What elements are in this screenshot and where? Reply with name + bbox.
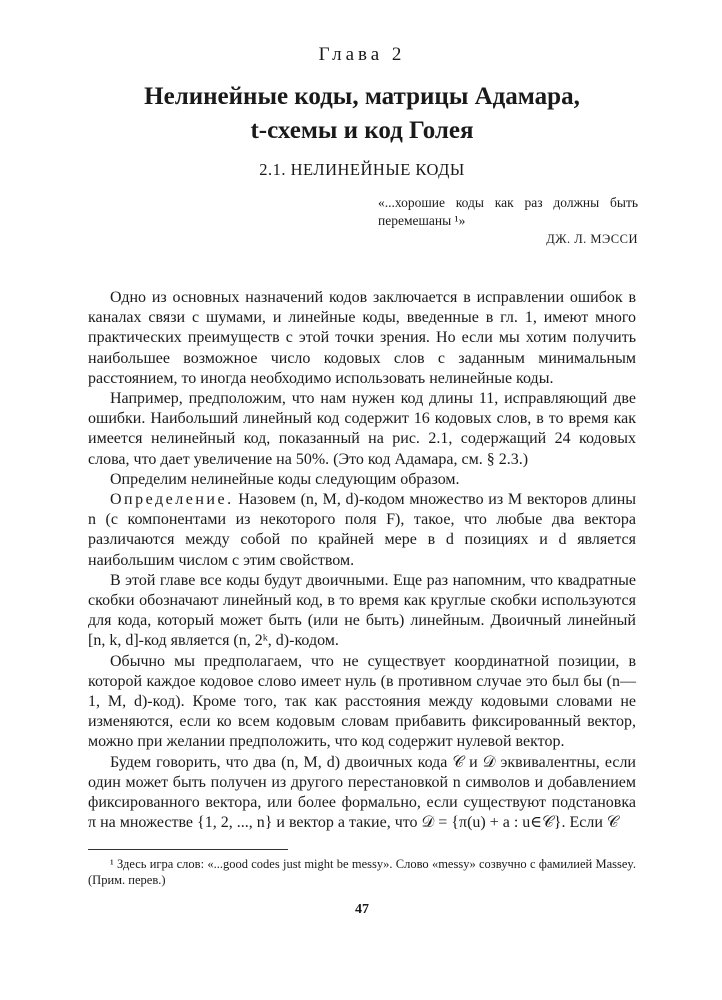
epigraph <box>378 194 638 248</box>
epigraph-quote: «...хорошие коды как раз должны быть перемешаны ¹» <box>378 195 638 228</box>
title-line-1: Нелинейные коды, матрицы Адамара, <box>144 83 580 110</box>
definition-text: Назовем (n, M, d)-кодом множество из M векторов длины n (с компонентами из некоторого поля F), такое, что любые два вектора различаются между собой по крайней мере в d позициях и d является наибольшим числом с этим свойством. <box>88 491 637 569</box>
chapter-heading: Глава 2 <box>318 44 406 65</box>
footnote-rule <box>88 849 288 850</box>
paragraph: Будем говорить, что два (n, M, d) двоичных кода 𝒞 и 𝒟 эквивалентны, если один может быть получен из другого перестановкой n символов и добавлением фиксированного вектора, или более формально, если существуют подстановка π на множестве {1, 2, ..., n} и вектор a такие, что 𝒟 = {π(u) + a : u∈𝒞}. Если 𝒞 <box>88 753 636 832</box>
title-line-2: t-схемы и код Голея <box>250 117 474 144</box>
definition-label: Определение. <box>110 491 234 509</box>
paragraph: Обычно мы предполагаем, что не существует координатной позиции, в которой каждое кодовое слово имеет нуль (в противном случае это был бы (n—1, M, d)-код). Кроме того, так как расстояния между кодовыми словами не изменяются, если ко всем кодовым словам прибавить фиксированный вектор, можно при желании предположить, что код содержит нулевой вектор. <box>88 652 636 751</box>
paragraph: В этой главе все коды будут двоичными. Еще раз напомним, что квадратные скобки обозначают линейный код, в то время как круглые скобки используются для кода, который может быть (или не быть) линейным. Двоичный линейный [n, k, d]-код является (n, 2ᵏ, d)-кодом. <box>88 571 636 650</box>
paragraph: Например, предположим, что нам нужен код длины 11, исправляющий две ошибки. Наибольший линейный код содержит 16 кодовых слов, в то время как имеется нелинейный код, показанный на рис. 2.1, содержащий 24 кодовых слова, что дает увеличение на 50%. (Это код Адамара, см. § 2.3.) <box>88 390 636 468</box>
definition-paragraph <box>88 490 636 571</box>
epigraph-author: ДЖ. Л. МЭССИ <box>546 232 638 246</box>
page-number: 47 <box>355 902 369 918</box>
body-text <box>88 288 636 833</box>
section-heading: 2.1. НЕЛИНЕЙНЫЕ КОДЫ <box>259 160 465 179</box>
paragraph: Одно из основных назначений кодов заключается в исправлении ошибок в каналах связи с шумами, и линейные коды, введенные в гл. 1, имеют много практических преимуществ с этой точки зрения. Но если мы хотим получить наибольшее возможное число кодовых слов с заданным минимальным расстоянием, то иногда необходимо использовать нелинейные коды. <box>88 289 636 387</box>
chapter-title <box>88 80 636 148</box>
footnote: ¹ Здесь игра слов: «...good codes just might be messy». Слово «messy» созвучно с фамилией Massey. (Прим. перев.) <box>88 857 636 888</box>
paragraph: Определим нелинейные коды следующим образом. <box>110 470 460 488</box>
page <box>88 0 636 918</box>
